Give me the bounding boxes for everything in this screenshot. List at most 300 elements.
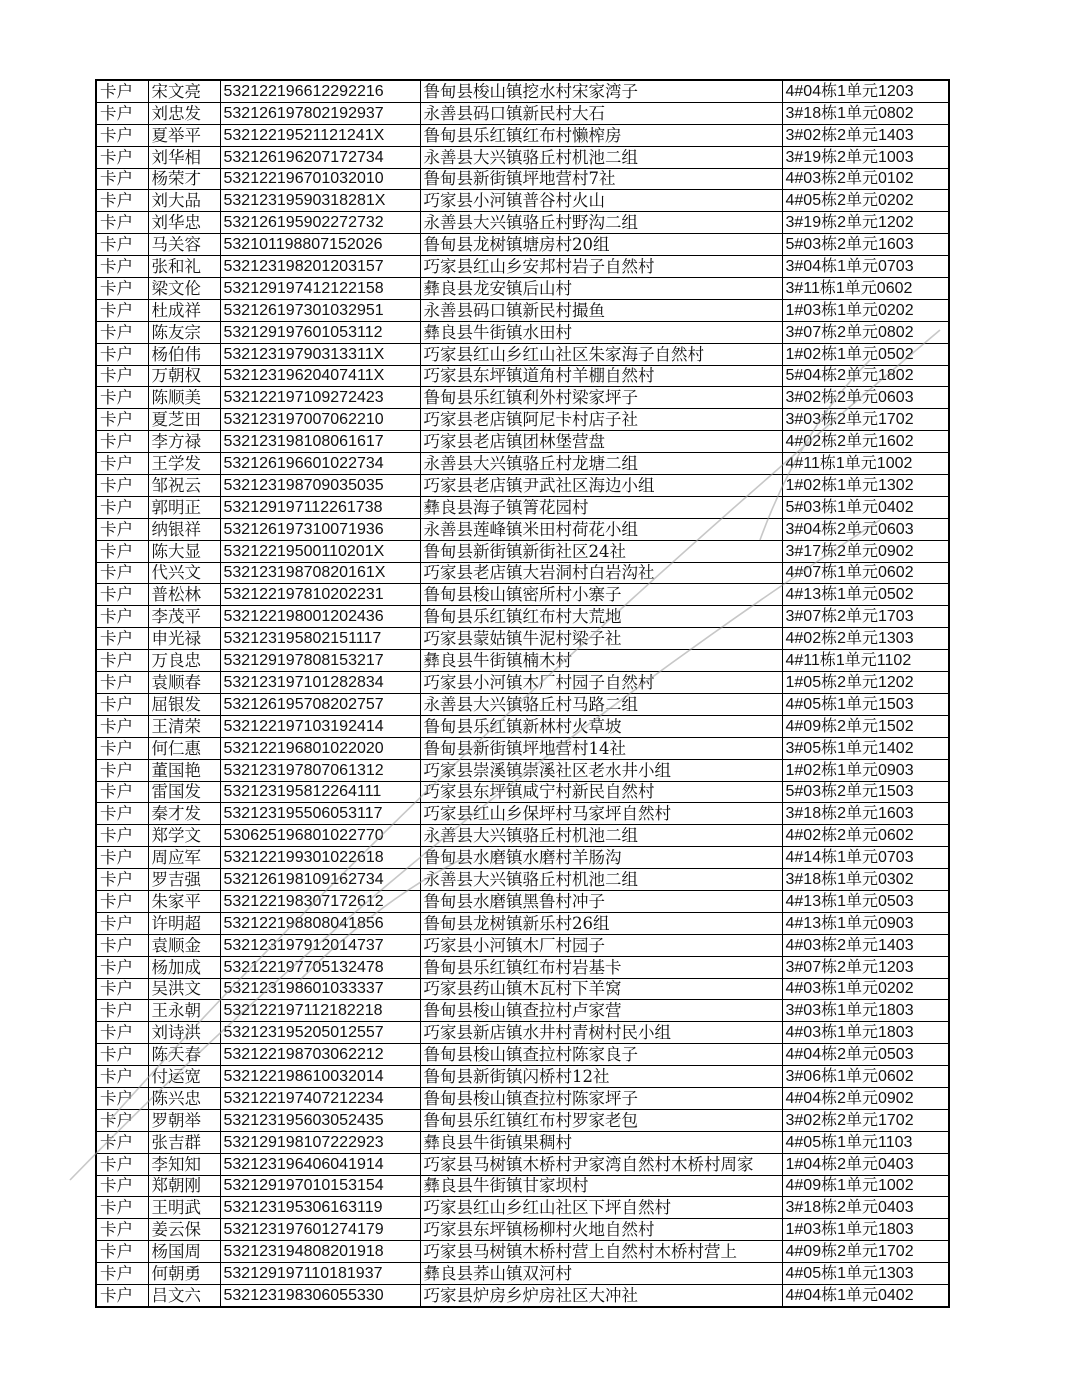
row-type-cell: 卡户 — [96, 672, 148, 694]
room-cell: 4#03栋2单元1403 — [782, 934, 949, 956]
table-row — [96, 737, 949, 759]
address-cell: 鲁甸县梭山镇查拉村陈家良子 — [420, 1044, 782, 1066]
table-row — [96, 80, 949, 102]
room-cell: 3#03栋1单元1803 — [782, 1000, 949, 1022]
table-row — [96, 212, 949, 234]
row-type-cell: 卡户 — [96, 212, 148, 234]
room-cell: 4#13栋1单元0903 — [782, 912, 949, 934]
name-cell: 张和礼 — [148, 256, 220, 278]
row-type-cell: 卡户 — [96, 825, 148, 847]
room-cell: 4#05栋2单元0202 — [782, 190, 949, 212]
id-number-cell: 532126198109162734 — [220, 869, 420, 891]
name-cell: 李茂平 — [148, 606, 220, 628]
table-row — [96, 847, 949, 869]
name-cell: 刘大品 — [148, 190, 220, 212]
room-cell: 3#18栋1单元0802 — [782, 102, 949, 124]
name-cell: 陈友宗 — [148, 321, 220, 343]
name-cell: 陈天春 — [148, 1044, 220, 1066]
table-row — [96, 124, 949, 146]
table-row — [96, 628, 949, 650]
row-type-cell: 卡户 — [96, 540, 148, 562]
address-cell: 巧家县蒙姑镇牛泥村梁子社 — [420, 628, 782, 650]
id-number-cell: 532122198808041856 — [220, 912, 420, 934]
row-type-cell: 卡户 — [96, 759, 148, 781]
id-number-cell: 532122196612292216 — [220, 80, 420, 102]
name-cell: 王学发 — [148, 453, 220, 475]
id-number-cell: 532123198601033337 — [220, 978, 420, 1000]
name-cell: 杨国周 — [148, 1241, 220, 1263]
row-type-cell: 卡户 — [96, 912, 148, 934]
room-cell: 4#04栋2单元0902 — [782, 1087, 949, 1109]
name-cell: 王明武 — [148, 1197, 220, 1219]
row-type-cell: 卡户 — [96, 934, 148, 956]
row-type-cell: 卡户 — [96, 518, 148, 540]
row-type-cell: 卡户 — [96, 475, 148, 497]
table-row — [96, 912, 949, 934]
table-row — [96, 584, 949, 606]
name-cell: 夏芝田 — [148, 409, 220, 431]
room-cell: 3#18栋1单元0302 — [782, 869, 949, 891]
id-number-cell: 532126195708202757 — [220, 693, 420, 715]
room-cell: 4#03栋1单元1803 — [782, 1022, 949, 1044]
room-cell: 3#07栋2单元0802 — [782, 321, 949, 343]
id-number-cell: 532123197101282834 — [220, 672, 420, 694]
address-cell: 巧家县药山镇木瓦村下羊窝 — [420, 978, 782, 1000]
row-type-cell: 卡户 — [96, 1087, 148, 1109]
row-type-cell: 卡户 — [96, 365, 148, 387]
name-cell: 罗吉强 — [148, 869, 220, 891]
id-number-cell: 532123195802151117 — [220, 628, 420, 650]
room-cell: 4#11栋1单元1002 — [782, 453, 949, 475]
address-cell: 永善县大兴镇骆丘村机池二组 — [420, 869, 782, 891]
name-cell: 宋文亮 — [148, 80, 220, 102]
table-row — [96, 1109, 949, 1131]
address-cell: 巧家县红山乡安邦村岩子自然村 — [420, 256, 782, 278]
address-cell: 巧家县老店镇阿尼卡村店子社 — [420, 409, 782, 431]
room-cell: 4#05栋1单元1303 — [782, 1263, 949, 1285]
name-cell: 纳银祥 — [148, 518, 220, 540]
name-cell: 姜云保 — [148, 1219, 220, 1241]
address-cell: 巧家县崇溪镇崇溪社区老水井小组 — [420, 759, 782, 781]
row-type-cell: 卡户 — [96, 80, 148, 102]
table-row — [96, 693, 949, 715]
id-number-cell: 532123195506053117 — [220, 803, 420, 825]
address-cell: 鲁甸县乐红镇红布村懒榨房 — [420, 124, 782, 146]
address-cell: 永善县码口镇新民村撮鱼 — [420, 299, 782, 321]
table-row — [96, 1263, 949, 1285]
table-row — [96, 956, 949, 978]
row-type-cell: 卡户 — [96, 956, 148, 978]
id-number-cell: 53212219521121241X — [220, 124, 420, 146]
name-cell: 朱家平 — [148, 890, 220, 912]
room-cell: 4#04栋2单元0503 — [782, 1044, 949, 1066]
table-row — [96, 168, 949, 190]
room-cell: 3#17栋2单元0902 — [782, 540, 949, 562]
id-number-cell: 53212319870820161X — [220, 562, 420, 584]
room-cell: 4#03栋1单元0202 — [782, 978, 949, 1000]
name-cell: 吕文六 — [148, 1284, 220, 1306]
room-cell: 4#07栋1单元0602 — [782, 562, 949, 584]
id-number-cell: 532126197802192937 — [220, 102, 420, 124]
address-cell: 鲁甸县水磨镇水磨村羊肠沟 — [420, 847, 782, 869]
id-number-cell: 532122196801022020 — [220, 737, 420, 759]
row-type-cell: 卡户 — [96, 978, 148, 1000]
name-cell: 屈银发 — [148, 693, 220, 715]
name-cell: 刘忠发 — [148, 102, 220, 124]
table-row — [96, 102, 949, 124]
address-cell: 巧家县东坪镇道角村羊棚自然村 — [420, 365, 782, 387]
id-number-cell: 532123194808201918 — [220, 1241, 420, 1263]
address-cell: 巧家县老店镇大岩洞村白岩沟社 — [420, 562, 782, 584]
name-cell: 刘华忠 — [148, 212, 220, 234]
room-cell: 1#03栋1单元1803 — [782, 1219, 949, 1241]
name-cell: 郑学文 — [148, 825, 220, 847]
address-cell: 鲁甸县龙树镇塘房村20组 — [420, 234, 782, 256]
address-cell: 鲁甸县新街镇坪地营村14社 — [420, 737, 782, 759]
address-cell: 永善县莲峰镇米田村荷花小组 — [420, 518, 782, 540]
name-cell: 雷国发 — [148, 781, 220, 803]
room-cell: 5#03栋1单元0402 — [782, 496, 949, 518]
id-number-cell: 532123196406041914 — [220, 1153, 420, 1175]
row-type-cell: 卡户 — [96, 496, 148, 518]
room-cell: 1#02栋1单元0502 — [782, 343, 949, 365]
address-cell: 巧家县马树镇木桥村营上自然村木桥村营上 — [420, 1241, 782, 1263]
name-cell: 王清荣 — [148, 715, 220, 737]
address-cell: 鲁甸县乐红镇利外村梁家坪子 — [420, 387, 782, 409]
table-row — [96, 672, 949, 694]
row-type-cell: 卡户 — [96, 1284, 148, 1306]
row-type-cell: 卡户 — [96, 321, 148, 343]
table-row — [96, 518, 949, 540]
table-row — [96, 934, 949, 956]
room-cell: 4#13栋1单元0503 — [782, 890, 949, 912]
address-cell: 彝良县牛街镇果稠村 — [420, 1131, 782, 1153]
resident-table-body — [96, 80, 949, 1307]
id-number-cell: 53212319590318281X — [220, 190, 420, 212]
id-number-cell: 532122197109272423 — [220, 387, 420, 409]
table-row — [96, 190, 949, 212]
table-row — [96, 321, 949, 343]
id-number-cell: 532122197407212234 — [220, 1087, 420, 1109]
address-cell: 鲁甸县乐红镇新林村火草坡 — [420, 715, 782, 737]
table-row — [96, 606, 949, 628]
id-number-cell: 53212219500110201X — [220, 540, 420, 562]
resident-table-sheet — [95, 79, 950, 1308]
table-row — [96, 299, 949, 321]
id-number-cell: 532123197007062210 — [220, 409, 420, 431]
address-cell: 鲁甸县乐红镇红布村岩基卡 — [420, 956, 782, 978]
row-type-cell: 卡户 — [96, 278, 148, 300]
address-cell: 永善县大兴镇骆丘村龙塘二组 — [420, 453, 782, 475]
name-cell: 陈大显 — [148, 540, 220, 562]
id-number-cell: 532122196701032010 — [220, 168, 420, 190]
address-cell: 永善县大兴镇骆丘村马路二组 — [420, 693, 782, 715]
address-cell: 鲁甸县新街镇坪地营村7社 — [420, 168, 782, 190]
name-cell: 袁顺金 — [148, 934, 220, 956]
row-type-cell: 卡户 — [96, 190, 148, 212]
row-type-cell: 卡户 — [96, 803, 148, 825]
room-cell: 4#02栋2单元0602 — [782, 825, 949, 847]
row-type-cell: 卡户 — [96, 584, 148, 606]
row-type-cell: 卡户 — [96, 1263, 148, 1285]
name-cell: 郑朝刚 — [148, 1175, 220, 1197]
table-row — [96, 1131, 949, 1153]
table-row — [96, 431, 949, 453]
room-cell: 4#04栋1单元0402 — [782, 1284, 949, 1306]
room-cell: 4#14栋1单元0703 — [782, 847, 949, 869]
room-cell: 3#02栋2单元1702 — [782, 1109, 949, 1131]
address-cell: 永善县码口镇新民村大石 — [420, 102, 782, 124]
id-number-cell: 532129197112261738 — [220, 496, 420, 518]
table-row — [96, 1219, 949, 1241]
row-type-cell: 卡户 — [96, 1066, 148, 1088]
room-cell: 3#19栋2单元1202 — [782, 212, 949, 234]
row-type-cell: 卡户 — [96, 1022, 148, 1044]
address-cell: 鲁甸县新街镇新街社区24社 — [420, 540, 782, 562]
room-cell: 3#03栋2单元1702 — [782, 409, 949, 431]
row-type-cell: 卡户 — [96, 650, 148, 672]
address-cell: 巧家县小河镇木厂村园子 — [420, 934, 782, 956]
id-number-cell: 532123195205012557 — [220, 1022, 420, 1044]
address-cell: 巧家县炉房乡炉房社区大冲社 — [420, 1284, 782, 1306]
row-type-cell: 卡户 — [96, 168, 148, 190]
room-cell: 4#03栋2单元0102 — [782, 168, 949, 190]
name-cell: 杨荣才 — [148, 168, 220, 190]
table-row — [96, 1044, 949, 1066]
room-cell: 4#09栋1单元1002 — [782, 1175, 949, 1197]
id-number-cell: 532122198610032014 — [220, 1066, 420, 1088]
address-cell: 巧家县红山乡保坪村马家坪自然村 — [420, 803, 782, 825]
row-type-cell: 卡户 — [96, 409, 148, 431]
id-number-cell: 532122198001202436 — [220, 606, 420, 628]
room-cell: 3#05栋1单元1402 — [782, 737, 949, 759]
id-number-cell: 532122198307172612 — [220, 890, 420, 912]
table-row — [96, 256, 949, 278]
row-type-cell: 卡户 — [96, 1109, 148, 1131]
address-cell: 巧家县老店镇尹武社区海边小组 — [420, 475, 782, 497]
table-row — [96, 562, 949, 584]
table-row — [96, 715, 949, 737]
table-row — [96, 1241, 949, 1263]
room-cell: 3#04栋2单元0603 — [782, 518, 949, 540]
room-cell: 1#05栋2单元1202 — [782, 672, 949, 694]
name-cell: 董国艳 — [148, 759, 220, 781]
row-type-cell: 卡户 — [96, 453, 148, 475]
address-cell: 彝良县牛街镇甘家坝村 — [420, 1175, 782, 1197]
name-cell: 周应军 — [148, 847, 220, 869]
row-type-cell: 卡户 — [96, 562, 148, 584]
row-type-cell: 卡户 — [96, 124, 148, 146]
room-cell: 3#18栋2单元1603 — [782, 803, 949, 825]
name-cell: 吴洪文 — [148, 978, 220, 1000]
id-number-cell: 532123197601274179 — [220, 1219, 420, 1241]
address-cell: 鲁甸县水磨镇黑鲁村冲子 — [420, 890, 782, 912]
address-cell: 鲁甸县梭山镇挖水村宋家湾子 — [420, 80, 782, 102]
id-number-cell: 532123197807061312 — [220, 759, 420, 781]
room-cell: 1#02栋1单元1302 — [782, 475, 949, 497]
id-number-cell: 532122197112182218 — [220, 1000, 420, 1022]
room-cell: 4#09栋2单元1502 — [782, 715, 949, 737]
name-cell: 王永朝 — [148, 1000, 220, 1022]
table-row — [96, 1175, 949, 1197]
id-number-cell: 532122199301022618 — [220, 847, 420, 869]
address-cell: 鲁甸县乐红镇红布村罗家老包 — [420, 1109, 782, 1131]
room-cell: 3#04栋1单元0703 — [782, 256, 949, 278]
room-cell: 3#02栋2单元1403 — [782, 124, 949, 146]
table-row — [96, 781, 949, 803]
id-number-cell: 532122197103192414 — [220, 715, 420, 737]
address-cell: 鲁甸县乐红镇红布村大荒地 — [420, 606, 782, 628]
row-type-cell: 卡户 — [96, 693, 148, 715]
id-number-cell: 53212319620407411X — [220, 365, 420, 387]
room-cell: 3#06栋1单元0602 — [782, 1066, 949, 1088]
id-number-cell: 532122197705132478 — [220, 956, 420, 978]
id-number-cell: 532129197010153154 — [220, 1175, 420, 1197]
table-row — [96, 1000, 949, 1022]
id-number-cell: 532126196207172734 — [220, 146, 420, 168]
address-cell: 彝良县牛街镇楠木村 — [420, 650, 782, 672]
address-cell: 巧家县新店镇水井村青树村民小组 — [420, 1022, 782, 1044]
name-cell: 杜成祥 — [148, 299, 220, 321]
name-cell: 万朝权 — [148, 365, 220, 387]
name-cell: 袁顺春 — [148, 672, 220, 694]
row-type-cell: 卡户 — [96, 715, 148, 737]
row-type-cell: 卡户 — [96, 234, 148, 256]
row-type-cell: 卡户 — [96, 299, 148, 321]
room-cell: 5#04栋2单元1802 — [782, 365, 949, 387]
row-type-cell: 卡户 — [96, 628, 148, 650]
address-cell: 鲁甸县梭山镇查拉村卢家营 — [420, 1000, 782, 1022]
row-type-cell: 卡户 — [96, 1175, 148, 1197]
row-type-cell: 卡户 — [96, 869, 148, 891]
row-type-cell: 卡户 — [96, 1153, 148, 1175]
room-cell: 4#02栋2单元1602 — [782, 431, 949, 453]
table-row — [96, 343, 949, 365]
name-cell: 梁文伦 — [148, 278, 220, 300]
name-cell: 付运宽 — [148, 1066, 220, 1088]
name-cell: 许明超 — [148, 912, 220, 934]
address-cell: 彝良县荞山镇双河村 — [420, 1263, 782, 1285]
id-number-cell: 532123198306055330 — [220, 1284, 420, 1306]
table-row — [96, 803, 949, 825]
room-cell: 4#04栋1单元1203 — [782, 80, 949, 102]
row-type-cell: 卡户 — [96, 343, 148, 365]
id-number-cell: 532123198201203157 — [220, 256, 420, 278]
name-cell: 普松林 — [148, 584, 220, 606]
id-number-cell: 532129197808153217 — [220, 650, 420, 672]
id-number-cell: 532123195603052435 — [220, 1109, 420, 1131]
name-cell: 申光禄 — [148, 628, 220, 650]
row-type-cell: 卡户 — [96, 890, 148, 912]
address-cell: 巧家县东坪镇杨柳村火地自然村 — [420, 1219, 782, 1241]
table-row — [96, 1284, 949, 1306]
room-cell: 4#05栋1单元1503 — [782, 693, 949, 715]
table-row — [96, 825, 949, 847]
id-number-cell: 532126197301032951 — [220, 299, 420, 321]
room-cell: 4#09栋2单元1702 — [782, 1241, 949, 1263]
name-cell: 刘诗洪 — [148, 1022, 220, 1044]
room-cell: 3#18栋2单元0403 — [782, 1197, 949, 1219]
row-type-cell: 卡户 — [96, 1131, 148, 1153]
name-cell: 何朝勇 — [148, 1263, 220, 1285]
row-type-cell: 卡户 — [96, 1197, 148, 1219]
room-cell: 3#19栋2单元1003 — [782, 146, 949, 168]
name-cell: 李知知 — [148, 1153, 220, 1175]
table-row — [96, 475, 949, 497]
name-cell: 夏举平 — [148, 124, 220, 146]
name-cell: 代兴文 — [148, 562, 220, 584]
row-type-cell: 卡户 — [96, 431, 148, 453]
row-type-cell: 卡户 — [96, 847, 148, 869]
name-cell: 陈兴忠 — [148, 1087, 220, 1109]
address-cell: 巧家县红山乡红山社区下坪自然村 — [420, 1197, 782, 1219]
address-cell: 永善县大兴镇骆丘村野沟二组 — [420, 212, 782, 234]
row-type-cell: 卡户 — [96, 1044, 148, 1066]
id-number-cell: 53212319790313311X — [220, 343, 420, 365]
address-cell: 鲁甸县龙树镇新乐村26组 — [420, 912, 782, 934]
table-row — [96, 869, 949, 891]
name-cell: 万良忠 — [148, 650, 220, 672]
row-type-cell: 卡户 — [96, 387, 148, 409]
address-cell: 永善县大兴镇骆丘村机池二组 — [420, 146, 782, 168]
table-row — [96, 365, 949, 387]
address-cell: 巧家县红山乡红山社区朱家海子自然村 — [420, 343, 782, 365]
row-type-cell: 卡户 — [96, 737, 148, 759]
table-row — [96, 234, 949, 256]
name-cell: 李方禄 — [148, 431, 220, 453]
room-cell: 4#05栋1单元1103 — [782, 1131, 949, 1153]
id-number-cell: 532129198107222923 — [220, 1131, 420, 1153]
room-cell: 3#07栋2单元1203 — [782, 956, 949, 978]
table-row — [96, 759, 949, 781]
row-type-cell: 卡户 — [96, 1000, 148, 1022]
resident-table — [95, 79, 950, 1308]
room-cell: 1#02栋1单元0903 — [782, 759, 949, 781]
address-cell: 彝良县龙安镇后山村 — [420, 278, 782, 300]
id-number-cell: 532126195902272732 — [220, 212, 420, 234]
table-row — [96, 409, 949, 431]
room-cell: 5#03栋2单元1503 — [782, 781, 949, 803]
address-cell: 巧家县小河镇木厂村园子自然村 — [420, 672, 782, 694]
row-type-cell: 卡户 — [96, 781, 148, 803]
name-cell: 秦才发 — [148, 803, 220, 825]
table-row — [96, 453, 949, 475]
row-type-cell: 卡户 — [96, 1241, 148, 1263]
table-row — [96, 540, 949, 562]
id-number-cell: 532123198108061617 — [220, 431, 420, 453]
table-row — [96, 278, 949, 300]
table-row — [96, 650, 949, 672]
table-row — [96, 387, 949, 409]
address-cell: 鲁甸县新街镇闪桥村12社 — [420, 1066, 782, 1088]
table-row — [96, 978, 949, 1000]
address-cell: 鲁甸县梭山镇查拉村陈家坪子 — [420, 1087, 782, 1109]
room-cell: 3#11栋1单元0602 — [782, 278, 949, 300]
name-cell: 何仁惠 — [148, 737, 220, 759]
address-cell: 巧家县东坪镇咸宁村新民自然村 — [420, 781, 782, 803]
room-cell: 4#11栋1单元1102 — [782, 650, 949, 672]
name-cell: 马关容 — [148, 234, 220, 256]
id-number-cell: 532126197310071936 — [220, 518, 420, 540]
name-cell: 郭明正 — [148, 496, 220, 518]
room-cell: 4#13栋1单元0502 — [782, 584, 949, 606]
name-cell: 张吉群 — [148, 1131, 220, 1153]
room-cell: 3#07栋2单元1703 — [782, 606, 949, 628]
id-number-cell: 532101198807152026 — [220, 234, 420, 256]
name-cell: 陈顺美 — [148, 387, 220, 409]
id-number-cell: 530625196801022770 — [220, 825, 420, 847]
address-cell: 彝良县牛街镇水田村 — [420, 321, 782, 343]
